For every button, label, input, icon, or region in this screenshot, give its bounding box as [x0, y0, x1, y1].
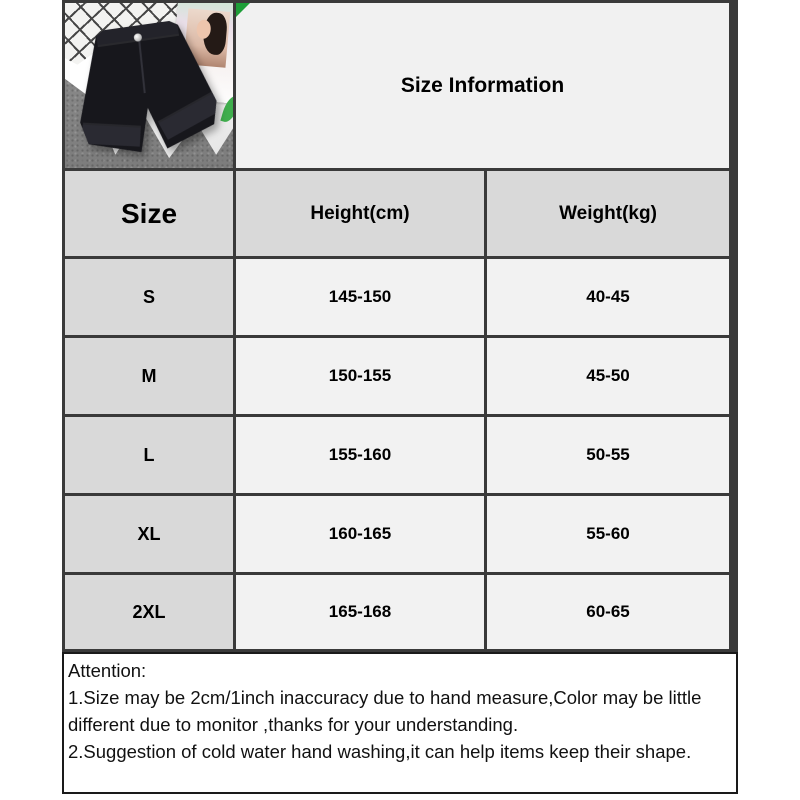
- shorts-right-cuff: [158, 93, 221, 140]
- size-table: [62, 0, 738, 652]
- attention-note: [62, 652, 738, 794]
- row-2xl-height-cell: 165-168: [236, 575, 484, 649]
- row-l-size-cell: L: [65, 417, 233, 493]
- product-photo: [65, 3, 233, 168]
- page-title-cell: [236, 3, 729, 168]
- row-l-weight-cell: 50-55: [487, 417, 729, 493]
- attention-line-2: different due to monitor ,thanks for your understanding.: [68, 714, 519, 735]
- shorts-left-cuff: [82, 124, 141, 146]
- column-header-size: Size: [65, 171, 233, 256]
- green-corner-flag-icon: [236, 3, 250, 17]
- row-xl-size-cell: XL: [65, 496, 233, 572]
- row-m-height-cell: 150-155: [236, 338, 484, 414]
- row-2xl-weight-cell: 60-65: [487, 575, 729, 649]
- row-m-size-cell: M: [65, 338, 233, 414]
- page-title: Size Information: [400, 73, 565, 97]
- row-xl-weight-cell: 55-60: [487, 496, 729, 572]
- shorts-button: [133, 33, 142, 42]
- row-2xl-size-cell: 2XL: [65, 575, 233, 649]
- shorts-silhouette: [68, 16, 222, 160]
- attention-line-1: 1.Size may be 2cm/1inch inaccuracy due to hand measure,Color may be little: [68, 687, 702, 708]
- row-m-weight-cell: 45-50: [487, 338, 729, 414]
- row-s-height-cell: 145-150: [236, 259, 484, 335]
- row-s-weight-cell: 40-45: [487, 259, 729, 335]
- row-l-height-cell: 155-160: [236, 417, 484, 493]
- attention-heading: Attention:: [68, 660, 147, 681]
- row-s-size-cell: S: [65, 259, 233, 335]
- column-header-weight: Weight(kg): [487, 171, 729, 256]
- shorts-fly-seam: [138, 38, 146, 93]
- column-header-height: Height(cm): [236, 171, 484, 256]
- row-xl-height-cell: 160-165: [236, 496, 484, 572]
- denim-shorts-image: [68, 16, 222, 160]
- attention-line-3: 2.Suggestion of cold water hand washing,it can help items keep their shape.: [68, 741, 692, 762]
